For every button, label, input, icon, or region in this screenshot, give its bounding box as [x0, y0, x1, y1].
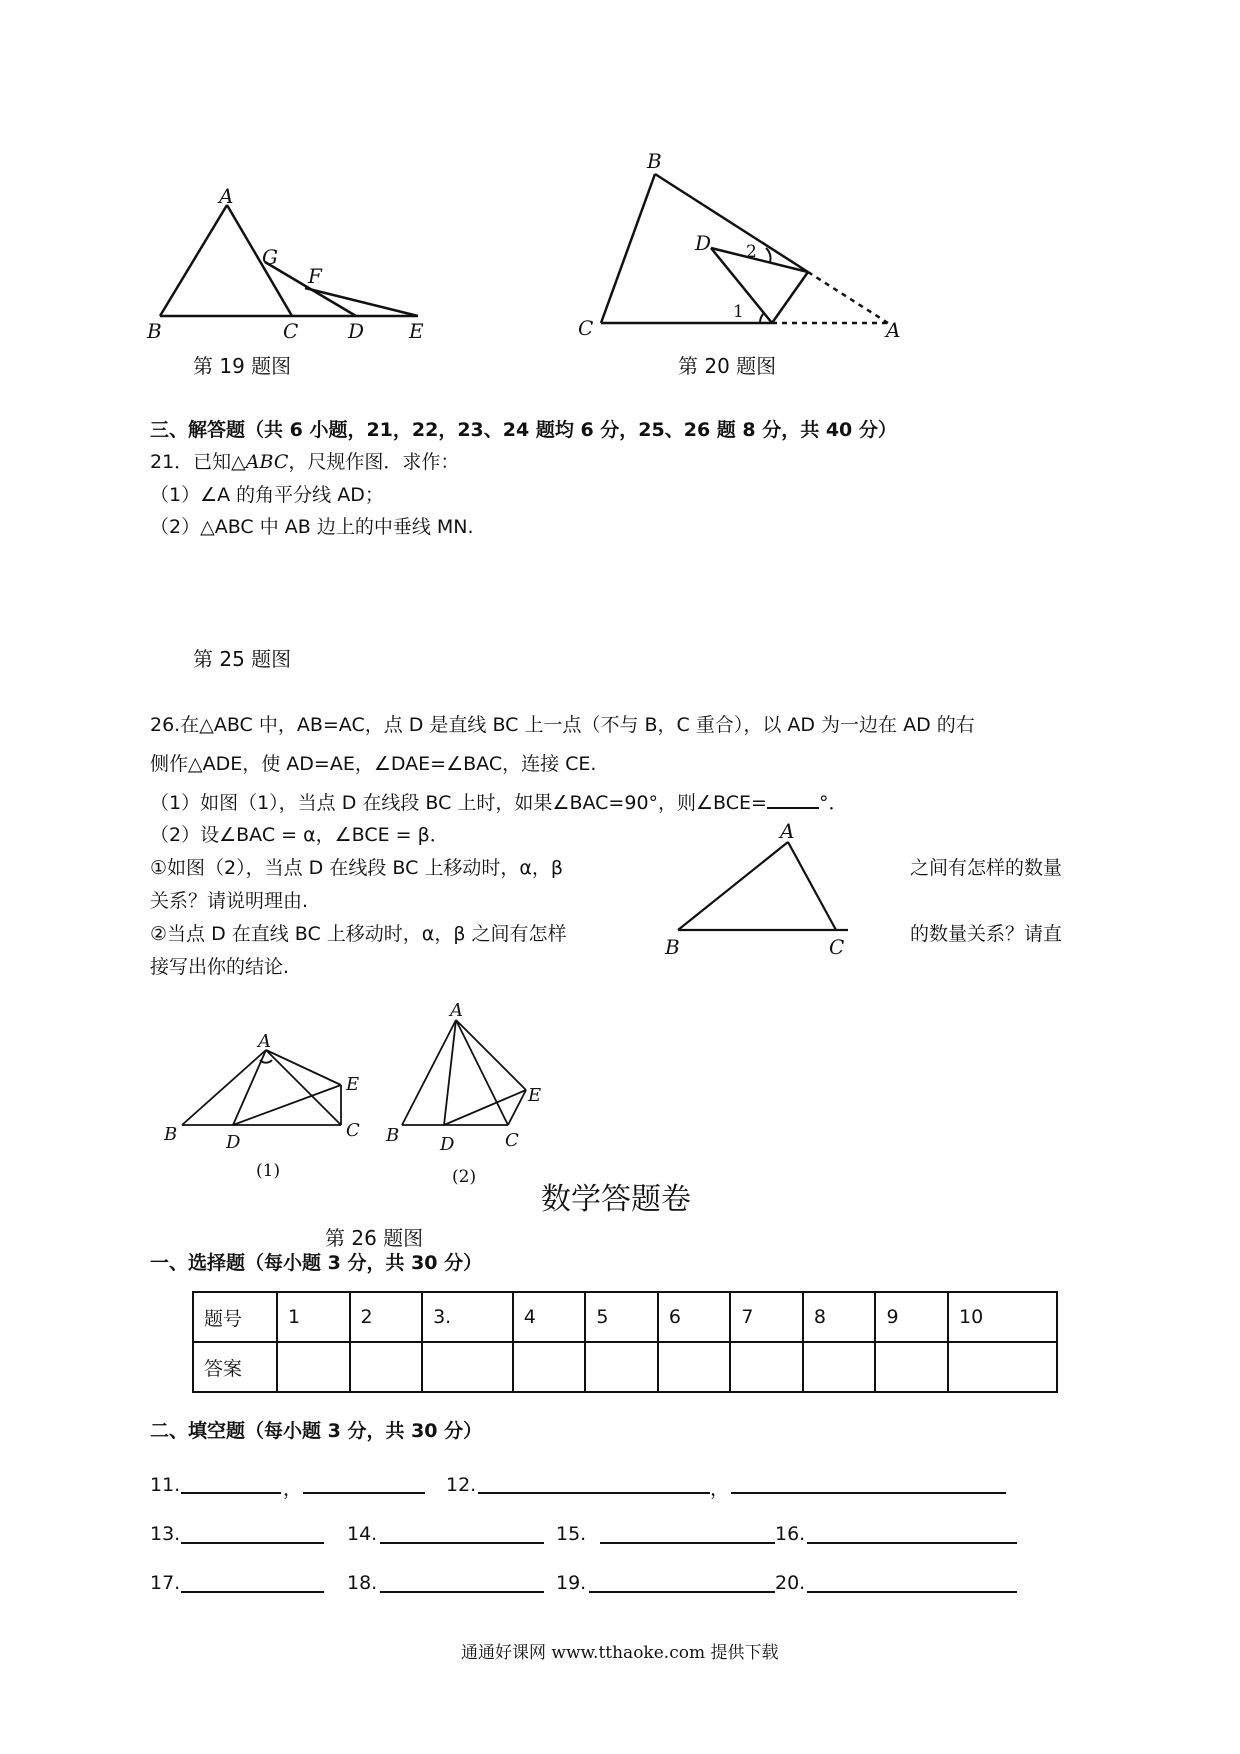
answer-cell-2[interactable]	[350, 1342, 423, 1392]
figure-20-caption: 第 20 题图	[678, 354, 777, 378]
fill-label-11: 11.	[150, 1474, 181, 1496]
answer-table-header-cell: 4	[513, 1292, 586, 1342]
answer-table-header-cell: 7	[730, 1292, 803, 1342]
fill-blank-17[interactable]	[181, 1591, 324, 1593]
fill-label-13: 13.	[150, 1523, 181, 1545]
fig26-1-label-d: D	[226, 1132, 241, 1153]
answer-table-answer-row	[193, 1342, 1057, 1392]
figure-26-2	[402, 1020, 526, 1125]
q26-sub1-b: 之间有怎样的数量	[910, 857, 1063, 879]
q26-sub1-a: ①如图（2），当点 D 在线段 BC 上移动时，α，β	[150, 857, 564, 879]
answer-cell-7[interactable]	[730, 1342, 803, 1392]
q21-stem-prefix: 21．已知△	[150, 451, 246, 473]
q26-line1: 26.在△ABC 中，AB=AC，点 D 是直线 BC 上一点（不与 B，C 重合），以 AD 为一边在 AD 的右	[150, 714, 975, 736]
fig26-label-1: (1)	[256, 1161, 281, 1181]
fig26-2-label-a: A	[450, 1000, 463, 1021]
fill-blank-19[interactable]	[589, 1591, 775, 1593]
fig26-2-label-d: D	[440, 1134, 455, 1155]
fill-blank-11a[interactable]	[181, 1492, 281, 1494]
fill-label-17: 17.	[150, 1572, 181, 1594]
fig20-angle1: 1	[733, 302, 744, 322]
q21-stem-abc: ABC	[245, 451, 289, 473]
fill-blank-16[interactable]	[807, 1542, 1017, 1544]
answer-cell-8[interactable]	[803, 1342, 876, 1392]
answer-table-header-cell: 10	[948, 1292, 1057, 1342]
q21-stem-suffix: ，尺规作图．求作：	[288, 451, 460, 473]
q21-part2: （2）△ABC 中 AB 边上的中垂线 MN.	[150, 516, 474, 538]
fig26-1-label-c: C	[346, 1120, 360, 1141]
figure-19-caption: 第 19 题图	[193, 354, 292, 378]
q26-sub1-c: 关系？请说明理由.	[150, 890, 309, 912]
fill-heading: 二、填空题（每小题 3 分，共 30 分）	[150, 1420, 483, 1442]
fill-label-18: 18.	[347, 1572, 378, 1594]
answer-table-header-cell: 6	[658, 1292, 731, 1342]
fig19-label-a: A	[219, 184, 234, 208]
q21-part1: （1）∠A 的角平分线 AD；	[150, 484, 384, 506]
fig26-1-label-a: A	[258, 1031, 271, 1052]
fig26-1-label-b: B	[164, 1124, 178, 1145]
fill-label-12: 12.	[446, 1474, 477, 1496]
fig19-label-d: D	[348, 319, 365, 343]
answer-table	[192, 1291, 1058, 1393]
answer-cell-1[interactable]	[277, 1342, 350, 1392]
fig19-label-e: E	[409, 319, 424, 343]
answer-sheet-title: 数学答题卷	[541, 1182, 691, 1217]
q26-part1-text: （1）如图（1），当点 D 在线段 BC 上时，如果∠BAC=90°，则∠BCE=	[150, 792, 767, 814]
fill-comma-12: ，	[710, 1478, 730, 1500]
fill-blank-13[interactable]	[181, 1542, 324, 1544]
answer-table-header-cell: 3.	[422, 1292, 513, 1342]
figure-26-1	[182, 1050, 341, 1125]
fill-label-20: 20.	[775, 1572, 806, 1594]
answer-cell-10[interactable]	[948, 1342, 1057, 1392]
answer-cell-3[interactable]	[422, 1342, 513, 1392]
fig20-angle2: 2	[746, 242, 757, 262]
fig26abc-label-a: A	[780, 819, 795, 843]
answer-cell-4[interactable]	[513, 1342, 586, 1392]
figure-19-lines	[160, 205, 418, 316]
fig26abc-label-b: B	[665, 935, 680, 959]
fig20-label-a: A	[886, 318, 901, 342]
fill-blank-14[interactable]	[380, 1542, 544, 1544]
answer-table-header-cell: 8	[803, 1292, 876, 1342]
q26-part1-end: °．	[818, 792, 848, 814]
answer-row-label: 答案	[193, 1342, 277, 1392]
fill-label-19: 19.	[556, 1572, 587, 1594]
fill-blank-12b[interactable]	[731, 1492, 1006, 1494]
fig26-2-label-c: C	[505, 1130, 519, 1151]
answer-table-header-cell: 1	[277, 1292, 350, 1342]
fill-blank-12a[interactable]	[478, 1492, 710, 1494]
answer-table-header-cell: 2	[350, 1292, 423, 1342]
fill-blank-18[interactable]	[380, 1591, 544, 1593]
q21-stem	[150, 447, 459, 474]
fig20-label-c: C	[578, 316, 594, 340]
fig26abc-label-c: C	[829, 935, 845, 959]
q26-sub2-a: ②当点 D 在直线 BC 上移动时，α，β 之间有怎样	[150, 923, 567, 945]
answer-table-header-cell: 9	[875, 1292, 948, 1342]
q26-sub2-c: 接写出你的结论.	[150, 956, 290, 978]
fig26-2-label-b: B	[386, 1125, 400, 1146]
fig26-label-2: (2)	[452, 1167, 477, 1187]
figure-26-caption: 第 26 题图	[325, 1226, 424, 1250]
fig20-angle2-arc	[766, 248, 771, 262]
answer-table-header-cell: 题号	[193, 1292, 277, 1342]
fig26-2-label-e: E	[528, 1085, 542, 1106]
fig20-label-b: B	[647, 149, 662, 173]
answer-cell-9[interactable]	[875, 1342, 948, 1392]
answer-cell-5[interactable]	[585, 1342, 658, 1392]
q26-part2: （2）设∠BAC = α，∠BCE = β．	[150, 824, 449, 846]
answer-table-header-cell: 5	[585, 1292, 658, 1342]
mc-heading: 一、选择题（每小题 3 分，共 30 分）	[150, 1252, 483, 1274]
fill-label-15: 15.	[556, 1523, 587, 1545]
fig19-label-f: F	[308, 264, 322, 288]
answer-table-header-row	[193, 1292, 1057, 1342]
q26-line2: 侧作△ADE，使 AD=AE，∠DAE=∠BAC，连接 CE.	[150, 753, 597, 775]
fig19-label-b: B	[147, 319, 162, 343]
fill-blank-11b[interactable]	[303, 1492, 425, 1494]
section-3-heading: 三、解答题（共 6 小题，21，22，23、24 题均 6 分，25、26 题 8 分，共 40 分）	[150, 419, 897, 441]
fig26-1-label-e: E	[346, 1074, 360, 1095]
fig19-label-c: C	[283, 319, 299, 343]
q26-sub2-b: 的数量关系？请直	[910, 923, 1063, 945]
footer-text: 通通好课网 www.tthaoke.com 提供下载	[461, 1643, 779, 1663]
fill-comma-11: ，	[283, 1478, 303, 1500]
fig20-angle1-arc	[760, 313, 764, 323]
fill-label-16: 16.	[775, 1523, 806, 1545]
q26-part1	[150, 787, 847, 815]
q26-part1-blank[interactable]	[767, 787, 819, 809]
fill-blank-15[interactable]	[600, 1542, 775, 1544]
fill-label-14: 14.	[347, 1523, 378, 1545]
answer-cell-6[interactable]	[658, 1342, 731, 1392]
fill-blank-20[interactable]	[807, 1591, 1017, 1593]
fig20-label-d: D	[695, 231, 712, 255]
figure-25-caption: 第 25 题图	[193, 647, 292, 671]
fig19-label-g: G	[262, 245, 278, 269]
